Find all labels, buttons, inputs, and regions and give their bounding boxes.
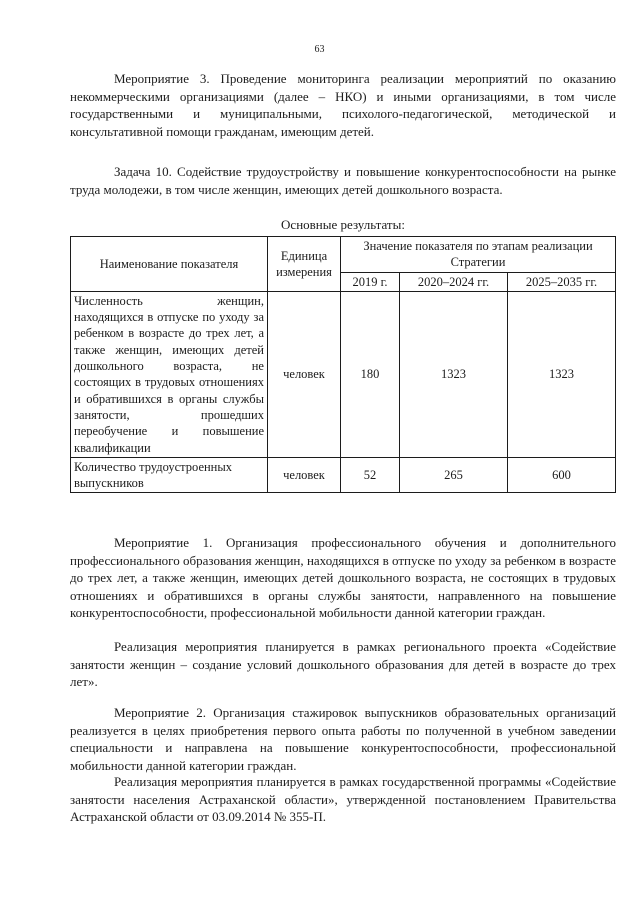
page-number: 63 [314,44,325,55]
header-stages: Значение показателя по этапам реализации Стратегии [341,237,616,273]
table-row [71,291,616,457]
paragraph-measure-3: Мероприятие 3. Проведение мониторинга реализации мероприятий по оказанию некоммерческими организациями (далее – НКО) и иными организациями, в том числе государственными и муниципальными, психолого-педагогической, методической и консультативной помощи гражданам, имеющим детей. [70,71,616,139]
row-value-2019: 180 [341,291,400,457]
row-value-2025-2035: 1323 [508,291,616,457]
row-value-2019: 52 [341,457,400,493]
header-indicator-name: Наименование показателя [71,237,268,292]
row-value-2025-2035: 600 [508,457,616,493]
header-year-2025-2035: 2025–2035 гг. [508,272,616,291]
row-unit: человек [268,291,341,457]
row-value-2020-2024: 1323 [400,291,508,457]
header-unit: Единица измерения [268,237,341,292]
row-name: Количество трудоустроенных выпускников [71,457,268,493]
table-row [71,457,616,493]
paragraph-measure-1: Мероприятие 1. Организация профессионального обучения и дополнительного профессионального образования женщин, находящихся в отпуске по уходу за ребенком в возрасте до трех лет, а также женщин, имеющих детей дошкольного возраста, не состоящих в трудовых отношениях и обратившихся в органы службы занятости, направленного на повышение конкурентоспособности, профессиональной мобильности данной категории граждан. [70,535,616,621]
paragraph-measure-2: Мероприятие 2. Организация стажировок выпускников образовательных организаций реализуется в целях приобретения первого опыта работы по полученной в учебном заведении специальности и направлена на повышение конкурентоспособности, профессиональной мобильности данной категории граждан. [70,705,616,773]
row-name: Численность женщин, находящихся в отпуске по уходу за ребенком в возрасте до трех лет, а также женщин, имеющих детей дошкольного возраста, не состоящих в трудовых отношениях и обратившихся в органы службы занятости, прошедших переобучение и повышение квалификации [71,291,268,457]
row-unit: человек [268,457,341,493]
paragraph-task-10: Задача 10. Содействие трудоустройству и повышение конкурентоспособности на рынке труда молодежи, в том числе женщин, имеющих детей дошкольного возраста. [70,164,616,197]
paragraph-measure-1-implementation: Реализация мероприятия планируется в рамках регионального проекта «Содействие занятости женщин – создание условий дошкольного образования для детей в возрасте до трех лет». [70,639,616,690]
table-caption: Основные результаты: [281,217,405,232]
header-year-2019: 2019 г. [341,272,400,291]
table-header-row [71,237,616,273]
paragraph-measure-2-implementation: Реализация мероприятия планируется в рамках государственной программы «Содействие занятости населения Астраханской области», утвержденной постановлением Правительства Астраханской области от 03.09.2014 № 355-П. [70,774,616,825]
header-year-2020-2024: 2020–2024 гг. [400,272,508,291]
row-value-2020-2024: 265 [400,457,508,493]
results-table [70,236,616,493]
